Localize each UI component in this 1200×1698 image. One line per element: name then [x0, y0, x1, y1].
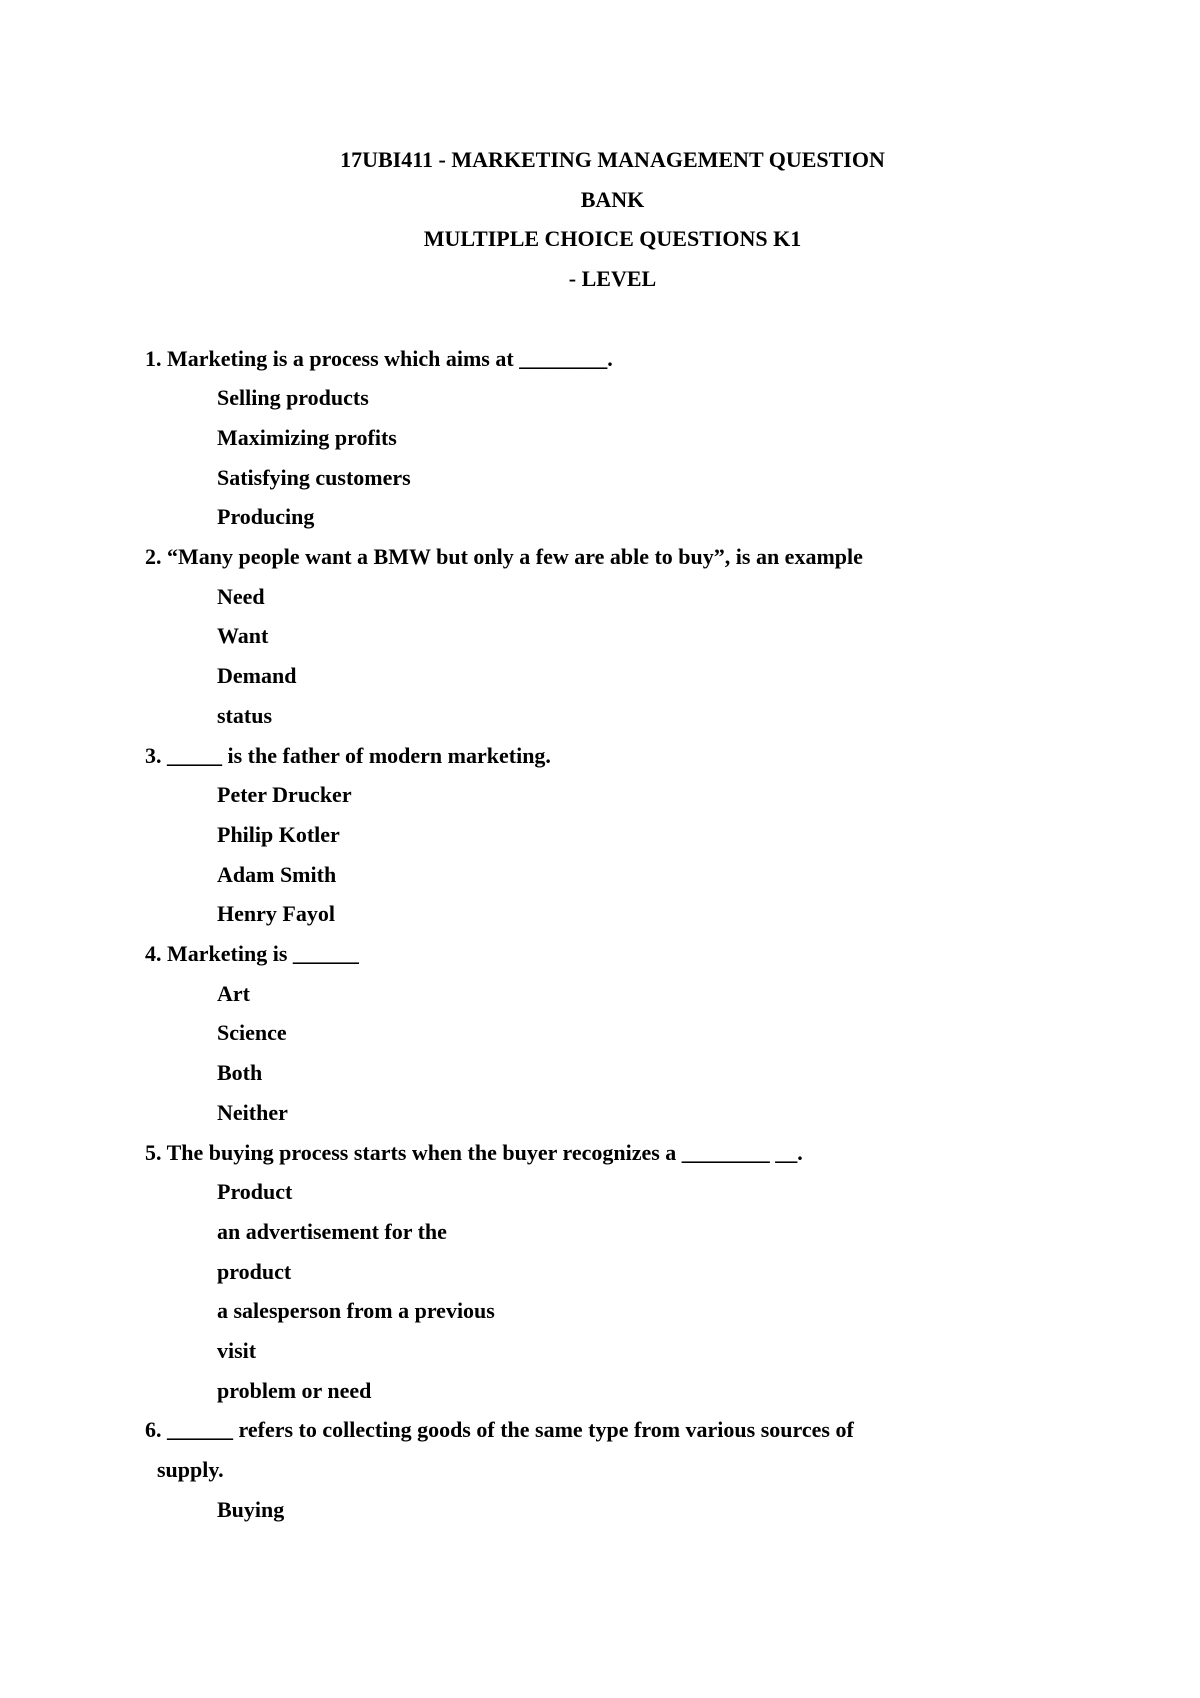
question-text: ______ refers to collecting goods of the same type from various sources of	[167, 1417, 854, 1443]
option-item: Philip Kotler	[217, 821, 340, 847]
option-item: Art	[217, 980, 250, 1006]
option-item: Want	[217, 623, 269, 649]
question-number: 5.	[145, 1139, 162, 1165]
title-line-3: MULTIPLE CHOICE QUESTIONS K1	[423, 226, 802, 252]
question-list	[145, 339, 1080, 1530]
question-stem	[145, 1410, 1080, 1450]
question-stem	[145, 1133, 1080, 1173]
question-block	[145, 339, 1080, 538]
title-line-2: BANK	[580, 186, 645, 212]
title-line-4: - LEVEL	[568, 266, 657, 292]
option-item: status	[217, 702, 273, 728]
title-line-1: 17UBI411 - MARKETING MANAGEMENT QUESTION	[340, 147, 885, 172]
question-stem	[145, 339, 1080, 379]
option-item: Selling products	[217, 385, 369, 411]
document-title	[145, 140, 1080, 299]
option-item: product	[217, 1258, 292, 1284]
option-item: Need	[217, 583, 265, 609]
option-item: Adam Smith	[217, 861, 337, 887]
question-block	[145, 934, 1080, 1133]
option-item: a salesperson from a previous	[217, 1298, 495, 1324]
question-text: The buying process starts when the buyer recognizes a ________ __.	[166, 1139, 803, 1165]
option-item: Henry Fayol	[217, 901, 335, 927]
option-item: Satisfying customers	[217, 464, 411, 490]
question-block	[145, 1410, 1080, 1529]
question-number: 1.	[145, 345, 162, 371]
option-item: Neither	[217, 1099, 288, 1125]
option-item: Maximizing profits	[217, 424, 397, 450]
question-stem	[145, 736, 1080, 776]
option-item: Science	[217, 1020, 287, 1046]
option-item: problem or need	[217, 1377, 372, 1403]
question-number: 4.	[145, 941, 162, 967]
question-number: 3.	[145, 742, 162, 768]
question-stem	[145, 537, 1080, 577]
option-item: Product	[217, 1179, 293, 1205]
option-item: Peter Drucker	[217, 782, 352, 808]
option-item: visit	[217, 1338, 257, 1364]
question-text: Marketing is a process which aims at ________.	[167, 345, 613, 371]
question-number: 6.	[145, 1417, 162, 1443]
option-item: Buying	[217, 1496, 285, 1522]
question-block	[145, 736, 1080, 935]
question-block	[145, 537, 1080, 736]
question-text: “Many people want a BMW but only a few are able to buy”, is an example	[167, 544, 863, 570]
option-item: Both	[217, 1060, 263, 1086]
question-block	[145, 1133, 1080, 1411]
option-item: Producing	[217, 504, 315, 530]
option-item: an advertisement for the	[217, 1218, 447, 1244]
option-item: Demand	[217, 663, 297, 689]
question-stem-continued: supply.	[157, 1457, 224, 1483]
question-stem	[145, 934, 1080, 974]
question-text: _____ is the father of modern marketing.	[167, 742, 551, 768]
document-content	[145, 140, 1080, 1530]
question-number: 2.	[145, 544, 162, 570]
question-text: Marketing is ______	[167, 941, 359, 967]
